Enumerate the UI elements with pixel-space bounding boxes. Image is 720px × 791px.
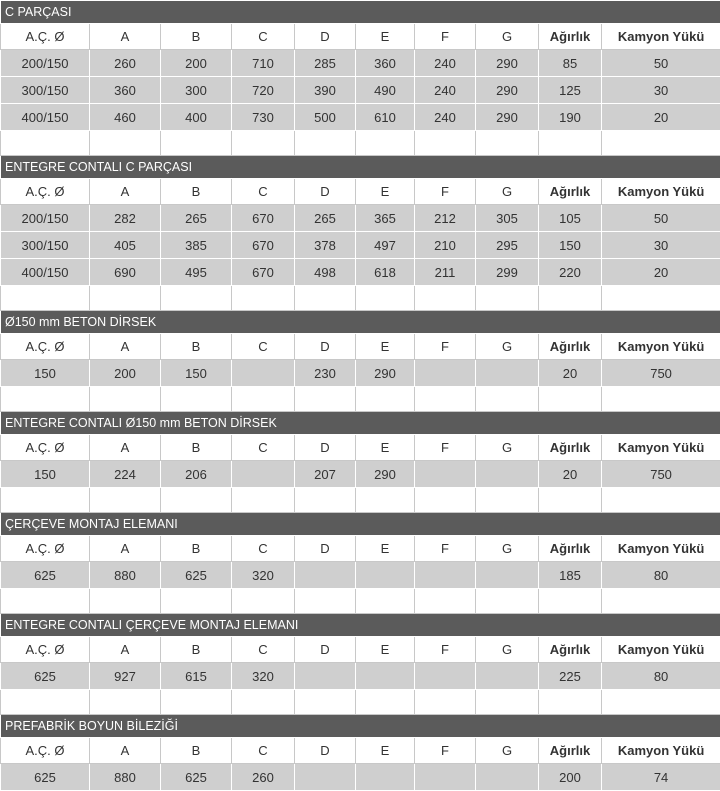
- column-header: A: [90, 24, 161, 50]
- blank-cell: [1, 488, 90, 513]
- table-cell: [476, 461, 539, 488]
- column-header: A.Ç. Ø: [1, 24, 90, 50]
- blank-cell: [161, 131, 232, 156]
- table-cell: 150: [1, 461, 90, 488]
- column-header: Kamyon Yükü: [602, 435, 720, 461]
- column-header: E: [356, 435, 415, 461]
- blank-cell: [539, 286, 602, 311]
- column-header: F: [415, 179, 476, 205]
- table-cell: 720: [232, 77, 295, 104]
- table-cell: [476, 360, 539, 387]
- blank-cell: [232, 387, 295, 412]
- blank-cell: [602, 488, 720, 513]
- column-header: Kamyon Yükü: [602, 24, 720, 50]
- table-cell: [476, 562, 539, 589]
- table-row: [1, 562, 720, 589]
- blank-cell: [539, 131, 602, 156]
- column-header: Ağırlık: [539, 179, 602, 205]
- table-cell: 460: [90, 104, 161, 131]
- blank-cell: [161, 690, 232, 715]
- table-cell: 610: [356, 104, 415, 131]
- table-cell: [295, 663, 356, 690]
- column-header: Kamyon Yükü: [602, 179, 720, 205]
- table-cell: 400: [161, 104, 232, 131]
- column-header: E: [356, 334, 415, 360]
- section-title-row: [1, 311, 720, 334]
- blank-cell: [295, 690, 356, 715]
- table-cell: 150: [539, 232, 602, 259]
- table-cell: [415, 663, 476, 690]
- table-cell: 500: [295, 104, 356, 131]
- blank-cell: [415, 488, 476, 513]
- table-cell: 378: [295, 232, 356, 259]
- table-row: [1, 461, 720, 488]
- column-header: G: [476, 334, 539, 360]
- table-cell: 927: [90, 663, 161, 690]
- section-title: ENTEGRE CONTALI ÇERÇEVE MONTAJ ELEMANI: [1, 614, 720, 637]
- column-header: E: [356, 536, 415, 562]
- table-row: [1, 50, 720, 77]
- table-cell: 625: [1, 663, 90, 690]
- blank-cell: [476, 286, 539, 311]
- spec-table-body: [1, 1, 720, 791]
- table-cell: 200: [539, 764, 602, 791]
- column-header: Kamyon Yükü: [602, 536, 720, 562]
- column-header: A.Ç. Ø: [1, 637, 90, 663]
- blank-cell: [356, 387, 415, 412]
- blank-cell: [90, 589, 161, 614]
- table-cell: 20: [539, 360, 602, 387]
- column-header: A: [90, 179, 161, 205]
- blank-cell: [356, 286, 415, 311]
- table-cell: 625: [161, 764, 232, 791]
- column-header: E: [356, 738, 415, 764]
- column-header: C: [232, 435, 295, 461]
- column-header: B: [161, 24, 232, 50]
- blank-row: [1, 690, 720, 715]
- table-cell: 490: [356, 77, 415, 104]
- table-cell: 50: [602, 205, 720, 232]
- table-cell: 730: [232, 104, 295, 131]
- table-cell: 290: [476, 104, 539, 131]
- blank-cell: [90, 690, 161, 715]
- table-cell: [295, 562, 356, 589]
- blank-cell: [356, 131, 415, 156]
- blank-cell: [1, 690, 90, 715]
- column-header: G: [476, 24, 539, 50]
- blank-cell: [90, 387, 161, 412]
- table-cell: 365: [356, 205, 415, 232]
- column-header: Ağırlık: [539, 24, 602, 50]
- table-cell: 224: [90, 461, 161, 488]
- column-header: A.Ç. Ø: [1, 179, 90, 205]
- table-cell: 625: [1, 764, 90, 791]
- table-cell: 207: [295, 461, 356, 488]
- table-cell: 320: [232, 663, 295, 690]
- column-header: A: [90, 536, 161, 562]
- column-header: D: [295, 179, 356, 205]
- blank-cell: [232, 488, 295, 513]
- section-title-row: [1, 513, 720, 536]
- table-cell: 290: [356, 461, 415, 488]
- column-header: A: [90, 637, 161, 663]
- section-title: ÇERÇEVE MONTAJ ELEMANI: [1, 513, 720, 536]
- table-cell: 320: [232, 562, 295, 589]
- table-row: [1, 232, 720, 259]
- blank-row: [1, 131, 720, 156]
- table-cell: 200/150: [1, 205, 90, 232]
- blank-cell: [602, 387, 720, 412]
- blank-cell: [602, 286, 720, 311]
- table-cell: 390: [295, 77, 356, 104]
- table-cell: 670: [232, 205, 295, 232]
- column-header: G: [476, 179, 539, 205]
- table-cell: [415, 461, 476, 488]
- column-header: F: [415, 536, 476, 562]
- blank-cell: [1, 131, 90, 156]
- section-title: Ø150 mm BETON DİRSEK: [1, 311, 720, 334]
- column-header: F: [415, 738, 476, 764]
- blank-cell: [602, 589, 720, 614]
- blank-cell: [476, 690, 539, 715]
- section-title-row: [1, 1, 720, 24]
- column-header: G: [476, 536, 539, 562]
- column-header: D: [295, 24, 356, 50]
- blank-cell: [539, 690, 602, 715]
- column-header: Kamyon Yükü: [602, 738, 720, 764]
- column-header: F: [415, 637, 476, 663]
- column-header: G: [476, 435, 539, 461]
- table-cell: 150: [1, 360, 90, 387]
- table-cell: 299: [476, 259, 539, 286]
- column-header: A: [90, 435, 161, 461]
- table-cell: 200/150: [1, 50, 90, 77]
- blank-cell: [90, 286, 161, 311]
- column-header: C: [232, 738, 295, 764]
- table-cell: [356, 562, 415, 589]
- table-cell: [476, 663, 539, 690]
- column-header-row: [1, 24, 720, 50]
- table-cell: 400/150: [1, 259, 90, 286]
- blank-cell: [232, 589, 295, 614]
- table-cell: 710: [232, 50, 295, 77]
- blank-cell: [476, 589, 539, 614]
- table-cell: 74: [602, 764, 720, 791]
- column-header: C: [232, 637, 295, 663]
- blank-cell: [90, 488, 161, 513]
- table-cell: 750: [602, 461, 720, 488]
- table-cell: 385: [161, 232, 232, 259]
- blank-cell: [295, 131, 356, 156]
- blank-cell: [232, 286, 295, 311]
- blank-cell: [539, 589, 602, 614]
- table-cell: 260: [232, 764, 295, 791]
- column-header: C: [232, 334, 295, 360]
- table-cell: 880: [90, 562, 161, 589]
- blank-cell: [602, 131, 720, 156]
- table-cell: 282: [90, 205, 161, 232]
- blank-cell: [1, 589, 90, 614]
- blank-cell: [476, 131, 539, 156]
- column-header: A.Ç. Ø: [1, 738, 90, 764]
- blank-cell: [161, 387, 232, 412]
- column-header: D: [295, 334, 356, 360]
- table-cell: 300/150: [1, 232, 90, 259]
- table-cell: 225: [539, 663, 602, 690]
- table-cell: 20: [539, 461, 602, 488]
- table-cell: 625: [161, 562, 232, 589]
- blank-row: [1, 488, 720, 513]
- table-cell: 285: [295, 50, 356, 77]
- table-cell: 670: [232, 232, 295, 259]
- table-cell: 85: [539, 50, 602, 77]
- column-header-row: [1, 334, 720, 360]
- table-cell: 260: [90, 50, 161, 77]
- column-header: E: [356, 637, 415, 663]
- blank-cell: [1, 387, 90, 412]
- table-cell: 30: [602, 232, 720, 259]
- table-cell: 625: [1, 562, 90, 589]
- table-cell: 200: [161, 50, 232, 77]
- table-cell: 290: [476, 50, 539, 77]
- section-title-row: [1, 412, 720, 435]
- blank-cell: [295, 387, 356, 412]
- blank-cell: [295, 286, 356, 311]
- column-header: Ağırlık: [539, 536, 602, 562]
- table-cell: 185: [539, 562, 602, 589]
- column-header: B: [161, 637, 232, 663]
- table-cell: 206: [161, 461, 232, 488]
- table-cell: 670: [232, 259, 295, 286]
- blank-cell: [356, 488, 415, 513]
- table-cell: 105: [539, 205, 602, 232]
- table-row: [1, 77, 720, 104]
- blank-cell: [1, 286, 90, 311]
- table-row: [1, 360, 720, 387]
- blank-cell: [476, 488, 539, 513]
- table-cell: 360: [90, 77, 161, 104]
- column-header: A.Ç. Ø: [1, 536, 90, 562]
- section-title-row: [1, 614, 720, 637]
- table-cell: [232, 360, 295, 387]
- table-cell: 615: [161, 663, 232, 690]
- blank-cell: [415, 589, 476, 614]
- table-cell: 80: [602, 562, 720, 589]
- table-cell: 300/150: [1, 77, 90, 104]
- blank-cell: [539, 387, 602, 412]
- table-cell: 305: [476, 205, 539, 232]
- blank-cell: [539, 488, 602, 513]
- column-header: B: [161, 738, 232, 764]
- column-header-row: [1, 179, 720, 205]
- column-header: Ağırlık: [539, 435, 602, 461]
- table-cell: 220: [539, 259, 602, 286]
- table-cell: 690: [90, 259, 161, 286]
- table-cell: 240: [415, 104, 476, 131]
- column-header: G: [476, 637, 539, 663]
- section-title-row: [1, 715, 720, 738]
- table-cell: 400/150: [1, 104, 90, 131]
- column-header: F: [415, 435, 476, 461]
- table-cell: 750: [602, 360, 720, 387]
- blank-cell: [415, 387, 476, 412]
- column-header: C: [232, 24, 295, 50]
- blank-cell: [232, 131, 295, 156]
- table-row: [1, 259, 720, 286]
- table-cell: 150: [161, 360, 232, 387]
- column-header-row: [1, 536, 720, 562]
- column-header: Ağırlık: [539, 334, 602, 360]
- blank-cell: [90, 131, 161, 156]
- table-cell: 290: [356, 360, 415, 387]
- table-cell: [232, 461, 295, 488]
- section-title: C PARÇASI: [1, 1, 720, 24]
- table-cell: 495: [161, 259, 232, 286]
- table-cell: [415, 360, 476, 387]
- table-cell: 30: [602, 77, 720, 104]
- table-cell: 265: [295, 205, 356, 232]
- blank-row: [1, 589, 720, 614]
- table-cell: 211: [415, 259, 476, 286]
- table-cell: 50: [602, 50, 720, 77]
- table-cell: 240: [415, 77, 476, 104]
- column-header-row: [1, 637, 720, 663]
- blank-cell: [415, 286, 476, 311]
- column-header: A.Ç. Ø: [1, 435, 90, 461]
- blank-cell: [476, 387, 539, 412]
- table-cell: 212: [415, 205, 476, 232]
- column-header: A: [90, 738, 161, 764]
- column-header: G: [476, 738, 539, 764]
- column-header: A: [90, 334, 161, 360]
- column-header: C: [232, 536, 295, 562]
- blank-cell: [161, 488, 232, 513]
- column-header: B: [161, 334, 232, 360]
- blank-cell: [161, 589, 232, 614]
- table-cell: 618: [356, 259, 415, 286]
- table-cell: 80: [602, 663, 720, 690]
- table-cell: 405: [90, 232, 161, 259]
- table-cell: 290: [476, 77, 539, 104]
- blank-cell: [295, 488, 356, 513]
- table-cell: [356, 663, 415, 690]
- table-cell: 210: [415, 232, 476, 259]
- blank-row: [1, 286, 720, 311]
- table-cell: 20: [602, 259, 720, 286]
- section-title-row: [1, 156, 720, 179]
- table-cell: 20: [602, 104, 720, 131]
- blank-cell: [415, 690, 476, 715]
- blank-cell: [295, 589, 356, 614]
- column-header-row: [1, 738, 720, 764]
- table-cell: 498: [295, 259, 356, 286]
- column-header: B: [161, 179, 232, 205]
- blank-cell: [161, 286, 232, 311]
- column-header: Ağırlık: [539, 637, 602, 663]
- section-title: PREFABRİK BOYUN BİLEZİĞİ: [1, 715, 720, 738]
- table-cell: 230: [295, 360, 356, 387]
- blank-cell: [356, 589, 415, 614]
- column-header: Kamyon Yükü: [602, 637, 720, 663]
- column-header: B: [161, 435, 232, 461]
- table-cell: 880: [90, 764, 161, 791]
- column-header-row: [1, 435, 720, 461]
- column-header: A.Ç. Ø: [1, 334, 90, 360]
- blank-row: [1, 387, 720, 412]
- blank-cell: [356, 690, 415, 715]
- column-header: E: [356, 179, 415, 205]
- section-title: ENTEGRE CONTALI Ø150 mm BETON DİRSEK: [1, 412, 720, 435]
- table-cell: 497: [356, 232, 415, 259]
- table-cell: 240: [415, 50, 476, 77]
- table-row: [1, 104, 720, 131]
- section-title: ENTEGRE CONTALI C PARÇASI: [1, 156, 720, 179]
- column-header: C: [232, 179, 295, 205]
- column-header: D: [295, 435, 356, 461]
- table-row: [1, 663, 720, 690]
- table-cell: 300: [161, 77, 232, 104]
- table-cell: 295: [476, 232, 539, 259]
- table-cell: 190: [539, 104, 602, 131]
- table-cell: 200: [90, 360, 161, 387]
- column-header: F: [415, 334, 476, 360]
- column-header: Kamyon Yükü: [602, 334, 720, 360]
- column-header: D: [295, 637, 356, 663]
- blank-cell: [415, 131, 476, 156]
- column-header: D: [295, 536, 356, 562]
- table-row: [1, 205, 720, 232]
- table-cell: 360: [356, 50, 415, 77]
- column-header: Ağırlık: [539, 738, 602, 764]
- table-cell: 265: [161, 205, 232, 232]
- table-cell: [415, 562, 476, 589]
- table-cell: 125: [539, 77, 602, 104]
- blank-cell: [232, 690, 295, 715]
- column-header: E: [356, 24, 415, 50]
- column-header: F: [415, 24, 476, 50]
- blank-cell: [602, 690, 720, 715]
- column-header: D: [295, 738, 356, 764]
- column-header: B: [161, 536, 232, 562]
